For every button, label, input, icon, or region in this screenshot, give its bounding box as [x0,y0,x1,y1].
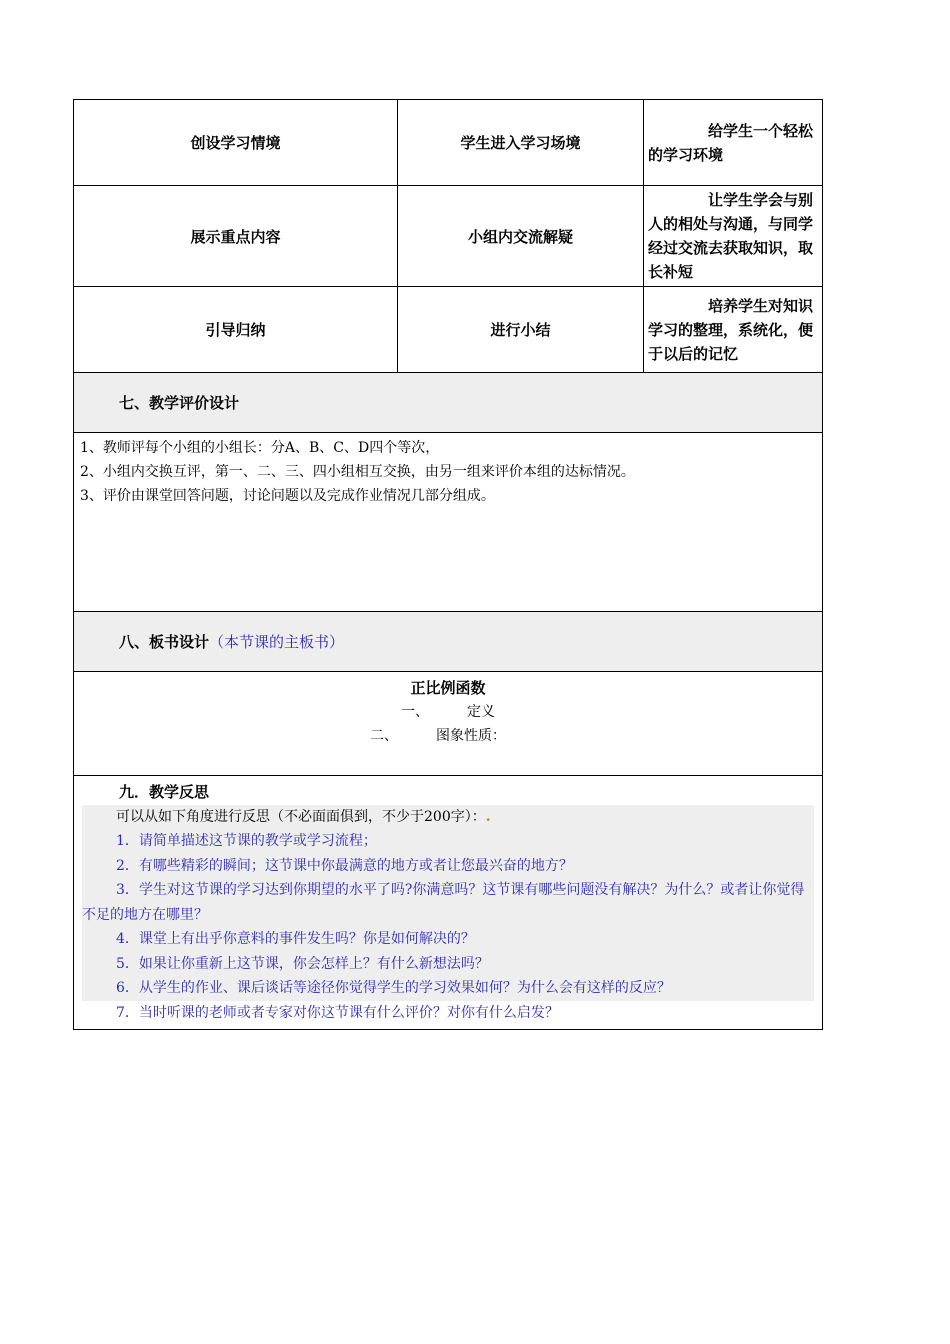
section-8-body-row [74,672,823,776]
reflection-question: 4．课堂上有出乎你意料的事件发生吗？你是如何解决的？ [116,931,475,947]
lesson-plan-document [73,99,822,1030]
reflection-prompts [82,805,814,1001]
reflection-question: 7．当时听课的老师或者专家对你这节课有什么评价？对你有什么启发？ [116,1004,559,1021]
table-row [74,186,823,287]
reflection-question: 1．请简单描述这节课的教学或学习流程； [116,833,377,849]
intent-cell: 培养学生对知识学习的整理，系统化，便于以后的记忆 [644,287,823,373]
reflection-question: 5．如果让你重新上这节课，你会怎样上？有什么新想法吗？ [116,955,489,972]
board-title: 正比例函数 [410,679,486,697]
section-8-note: （本节课的主板书） [209,633,345,651]
board-item: 一、 定义 [401,704,495,720]
section-7-header-row [74,373,823,433]
lesson-plan-table [73,99,823,1030]
section-7-title: 七、教学评价设计 [74,373,823,433]
blackboard-design [74,672,823,776]
activity-cell: 进行小结 [398,287,644,373]
intent-cell: 给学生一个轻松的学习环境 [644,100,823,186]
activity-cell: 小组内交流解疑 [398,186,644,287]
activity-cell: 学生进入学习场境 [398,100,644,186]
evaluation-item: 1、教师评每个小组的小组长：分A、B、C、D四个等次， [80,440,440,456]
table-row [74,100,823,186]
section-8-header-row [74,612,823,672]
step-cell: 创设学习情境 [74,100,398,186]
reflection-question: 3．学生对这节课的学习达到你期望的水平了吗?你满意吗？这节课有哪些问题没有解决？为什么？或者让你觉得不足的地方在哪里？ [82,882,805,923]
step-cell: 展示重点内容 [74,186,398,287]
reflection-question: 2．有哪些精彩的瞬间；这节课中你最满意的地方或者让您最兴奋的地方？ [116,857,573,874]
board-item: 二、 图象性质： [370,728,506,744]
evaluation-list [74,433,823,612]
reflection-section [74,776,823,1030]
table-row [74,287,823,373]
reflection-intro: 可以从如下角度进行反思（不必面面俱到，不少于200字）：. [116,808,491,825]
evaluation-item: 3、评价由课堂回答问题，讨论问题以及完成作业情况几部分组成。 [80,488,495,504]
section-9-row [74,776,823,1030]
section-8-title: 八、板书设计 [119,633,210,651]
step-cell: 引导归纳 [74,287,398,373]
evaluation-item: 2、小组内交换互评，第一、二、三、四小组相互交换，由另一组来评价本组的达标情况。 [80,464,635,480]
section-7-body-row [74,433,823,612]
section-8-heading [74,612,823,672]
intent-cell: 让学生学会与别人的相处与沟通，与同学经过交流去获取知识，取长补短 [644,186,823,287]
section-9-title: 九．教学反思 [119,783,210,801]
reflection-question: 6．从学生的作业、课后谈话等途径你觉得学生的学习效果如何？为什么会有这样的反应？ [116,980,671,996]
